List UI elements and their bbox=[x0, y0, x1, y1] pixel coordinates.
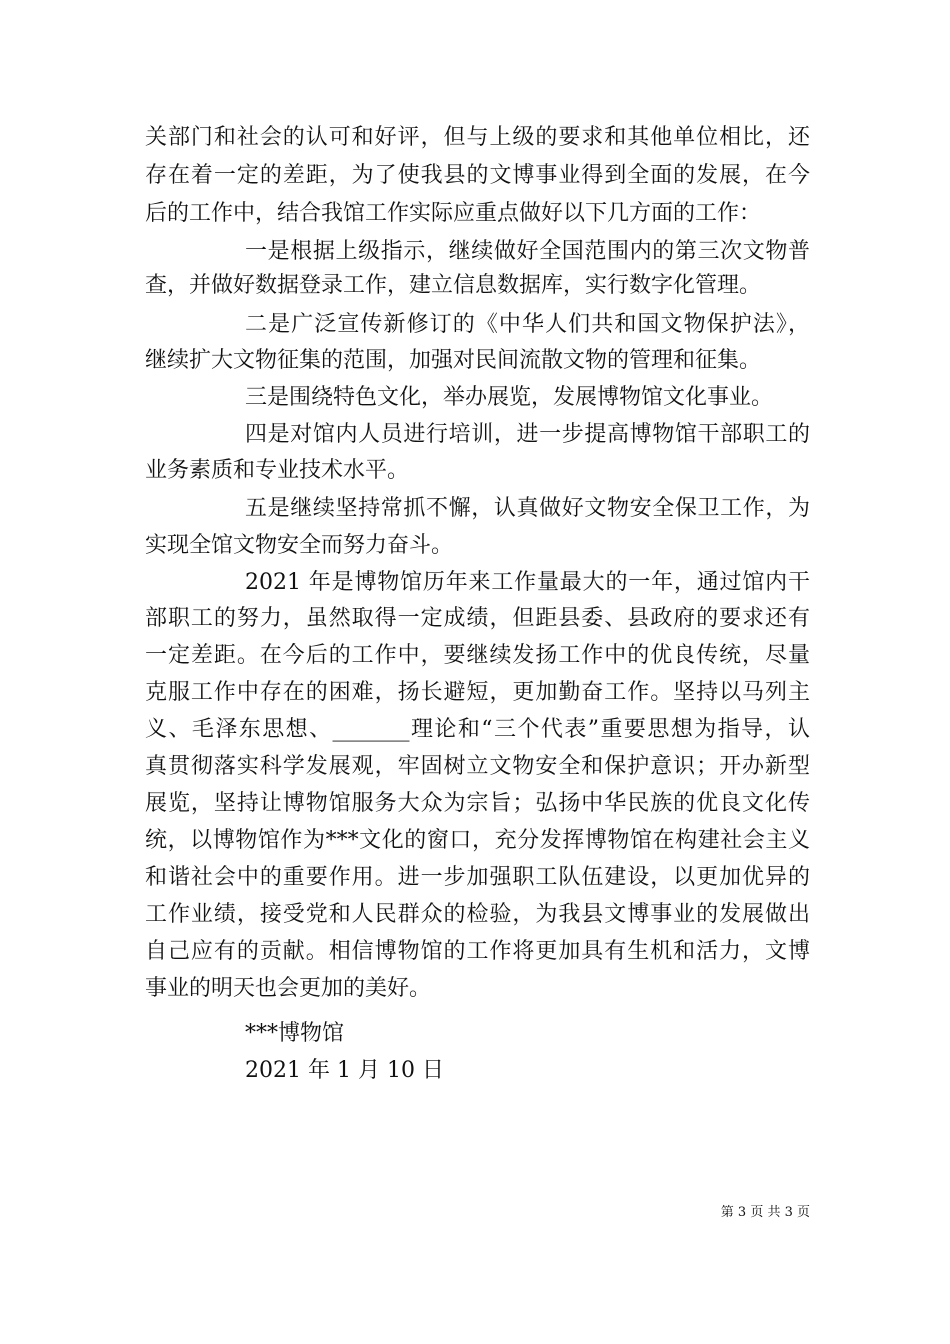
paragraph-line: 二是广泛宣传新修订的《中华人们共和国文物保护法》， bbox=[245, 312, 810, 337]
paragraph-line: 三是围绕特色文化，举办展览，发展博物馆文化事业。 bbox=[245, 385, 774, 410]
paragraph-line: 工作业绩，接受党和人民群众的检验，为我县文博事业的发展做出 bbox=[145, 902, 810, 927]
paragraph-line: 克服工作中存在的困难，扬长避短，更加勤奋工作。坚持以马列主 bbox=[145, 680, 810, 705]
paragraph-line: 真贯彻落实科学发展观，牢固树立文物安全和保护意识；开办新型 bbox=[145, 754, 810, 779]
paragraph-line: 部职工的努力，虽然取得一定成绩，但距县委、县政府的要求还有 bbox=[145, 606, 810, 631]
paragraph-line: 存在着一定的差距，为了使我县的文博事业得到全面的发展，在今 bbox=[145, 163, 810, 188]
page-number: 第 3 页 共 3 页 bbox=[720, 1205, 810, 1220]
paragraph-line: 事业的明天也会更加的美好。 bbox=[145, 976, 432, 1001]
paragraph-line: 四是对馆内人员进行培训，进一步提高博物馆干部职工的 bbox=[245, 422, 810, 447]
paragraph-line: 2021 年是博物馆历年来工作量最大的一年，通过馆内干 bbox=[245, 570, 810, 595]
paragraph-line: 和谐社会中的重要作用。进一步加强职工队伍建设，以更加优异的 bbox=[145, 865, 810, 890]
paragraph-line: 实现全馆文物安全而努力奋斗。 bbox=[145, 533, 454, 558]
document-date: 2021 年 1 月 10 日 bbox=[245, 1058, 444, 1083]
paragraph-line: 关部门和社会的认可和好评，但与上级的要求和其他单位相比，还 bbox=[145, 125, 810, 150]
paragraph-line: 后的工作中，结合我馆工作实际应重点做好以下几方面的工作： bbox=[145, 201, 762, 226]
signature: ***博物馆 bbox=[245, 1021, 345, 1046]
paragraph-line: 展览，坚持让博物馆服务大众为宗旨；弘扬中华民族的优良文化传 bbox=[145, 791, 810, 816]
paragraph-line: 义、毛泽东思想、_______理论和“三个代表”重要思想为指导，认 bbox=[145, 717, 810, 742]
paragraph-line: 自己应有的贡献。相信博物馆的工作将更加具有生机和活力，文博 bbox=[145, 939, 810, 964]
paragraph-line: 统，以博物馆作为***文化的窗口，充分发挥博物馆在构建社会主义 bbox=[145, 828, 810, 853]
paragraph-line: 查，并做好数据登录工作，建立信息数据库，实行数字化管理。 bbox=[145, 273, 762, 298]
paragraph-line: 业务素质和专业技术水平。 bbox=[145, 458, 410, 483]
paragraph-line: 五是继续坚持常抓不懈，认真做好文物安全保卫工作，为 bbox=[245, 496, 810, 521]
paragraph-line: 一定差距。在今后的工作中，要继续发扬工作中的优良传统，尽量 bbox=[145, 643, 810, 668]
paragraph-line: 一是根据上级指示，继续做好全国范围内的第三次文物普 bbox=[245, 239, 810, 264]
paragraph-line: 继续扩大文物征集的范围，加强对民间流散文物的管理和征集。 bbox=[145, 348, 762, 373]
